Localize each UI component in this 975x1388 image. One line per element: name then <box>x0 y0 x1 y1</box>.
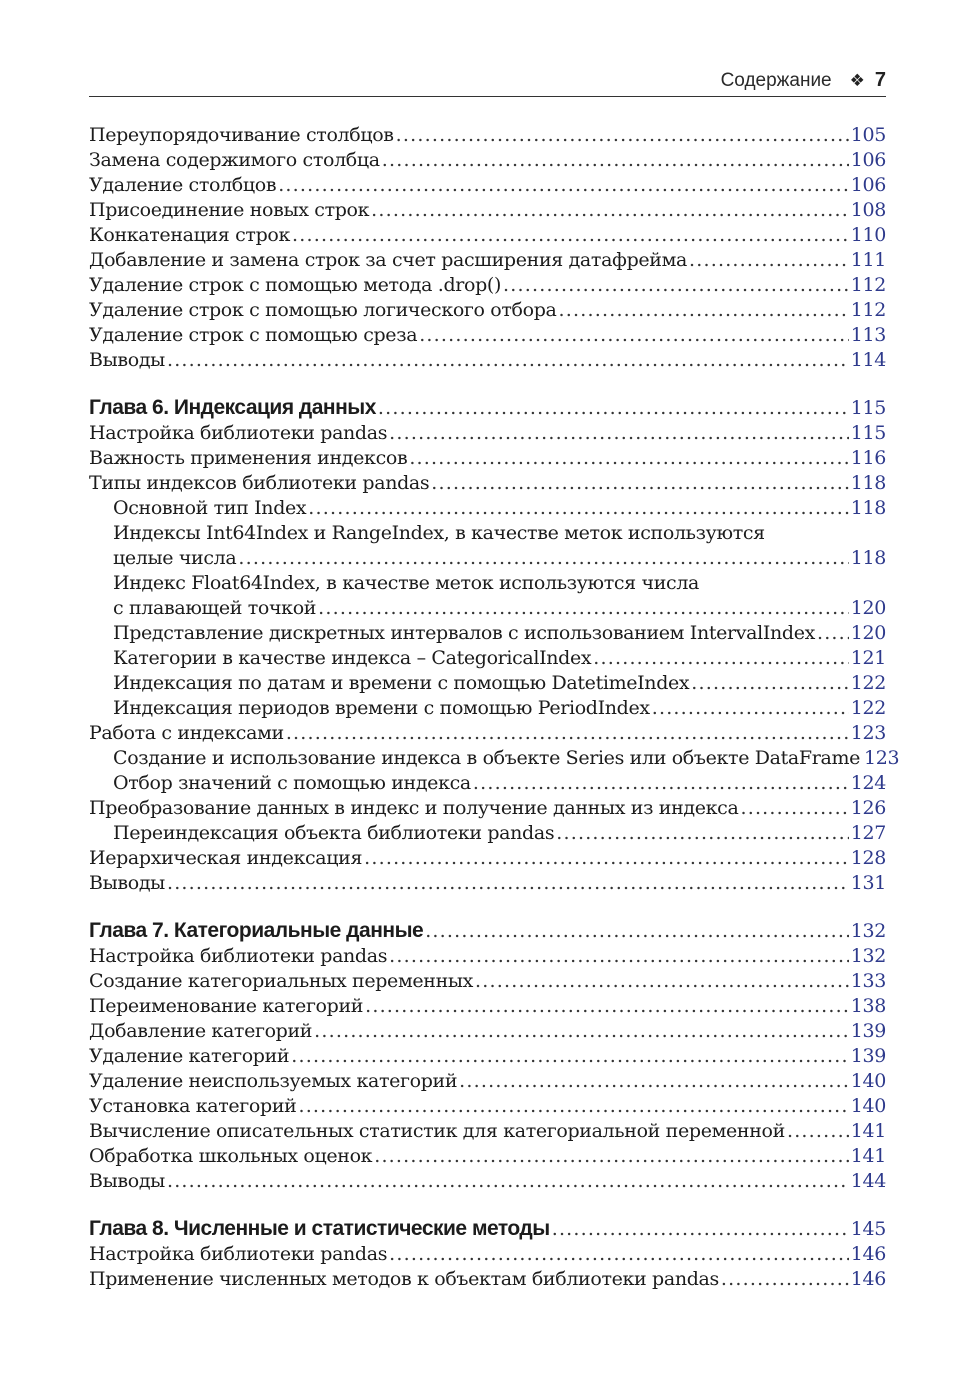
toc-entry[interactable] <box>89 821 886 846</box>
toc-entry-page[interactable]: 123 <box>864 747 900 769</box>
toc-entry-title: с плавающей точкой <box>113 597 317 619</box>
toc-entry-title: Удаление строк с помощью метода .drop() <box>89 274 502 296</box>
toc-entry-title: Работа с индексами <box>89 722 284 744</box>
toc-entry-page[interactable]: 112 <box>850 299 886 321</box>
toc-entry-page[interactable]: 118 <box>850 472 886 494</box>
toc-entry-title: Переупорядочивание столбцов <box>89 124 394 146</box>
toc-entry-title: Удаление строк с помощью логического отбора <box>89 299 557 321</box>
dot-leader <box>691 671 849 696</box>
toc-entry-title: Глава 7. Категориальные данные <box>89 919 424 942</box>
table-of-contents <box>89 123 900 1292</box>
toc-entry[interactable] <box>89 1144 886 1169</box>
toc-entry[interactable] <box>89 1044 886 1069</box>
dot-leader <box>740 796 848 821</box>
toc-entry[interactable] <box>89 471 886 496</box>
toc-entry[interactable] <box>89 1094 886 1119</box>
toc-entry-page[interactable]: 123 <box>850 722 886 744</box>
toc-entry-title: Настройка библиотеки pandas <box>89 422 388 444</box>
toc-entry[interactable] <box>89 621 886 646</box>
toc-entry[interactable] <box>89 496 886 521</box>
toc-entry-page[interactable]: 124 <box>850 772 886 794</box>
toc-entry-page[interactable]: 140 <box>850 1095 886 1117</box>
toc-entry-page[interactable]: 110 <box>850 224 886 246</box>
toc-entry-page[interactable]: 128 <box>850 847 886 869</box>
toc-entry[interactable] <box>89 969 886 994</box>
dot-leader <box>787 1119 849 1144</box>
dot-leader <box>314 1019 849 1044</box>
toc-entry-page[interactable]: 145 <box>850 1218 886 1240</box>
toc-entry[interactable] <box>89 771 886 796</box>
toc-entry[interactable] <box>89 1019 886 1044</box>
toc-entry-page[interactable]: 121 <box>850 647 886 669</box>
toc-entry[interactable] <box>89 273 886 298</box>
toc-entry-title: Добавление и замена строк за счет расширения датафрейма <box>89 249 687 271</box>
toc-entry[interactable] <box>89 721 886 746</box>
toc-entry[interactable] <box>89 173 886 198</box>
toc-entry-page[interactable]: 115 <box>850 422 886 444</box>
toc-entry-title: Отбор значений с помощью индекса <box>113 772 471 794</box>
toc-entry[interactable] <box>89 646 886 671</box>
dot-leader <box>378 396 849 421</box>
dot-leader <box>365 994 849 1019</box>
toc-entry-title: Удаление категорий <box>89 1045 290 1067</box>
toc-entry[interactable] <box>89 223 886 248</box>
toc-entry[interactable] <box>89 198 886 223</box>
dot-leader <box>167 871 849 896</box>
toc-entry-page[interactable]: 132 <box>850 945 886 967</box>
toc-entry[interactable] <box>89 1169 886 1194</box>
toc-entry[interactable] <box>89 323 886 348</box>
ornament-icon: ❖ <box>849 71 865 90</box>
toc-entry-page[interactable]: 141 <box>850 1120 886 1142</box>
toc-entry[interactable] <box>89 846 886 871</box>
toc-entry-page[interactable]: 120 <box>850 622 886 644</box>
toc-entry-page[interactable]: 132 <box>850 920 886 942</box>
toc-entry-title: Глава 6. Индексация данных <box>89 396 376 419</box>
dot-leader <box>389 944 849 969</box>
toc-entry-title: Создание категориальных переменных <box>89 970 474 992</box>
toc-entry[interactable] <box>89 148 886 173</box>
header-section-title: Содержание <box>720 70 832 91</box>
toc-entry-title: Конкатенация строк <box>89 224 290 246</box>
toc-entry-title: Применение численных методов к объектам библиотеки pandas <box>89 1268 719 1290</box>
dot-leader <box>278 173 849 198</box>
toc-entry-title: Замена содержимого столбца <box>89 149 380 171</box>
dot-leader <box>374 1144 849 1169</box>
toc-chapter-entry[interactable] <box>89 1216 886 1242</box>
toc-entry-title: Создание и использование индекса в объекте Series или объекте DataFrame <box>113 747 861 769</box>
toc-entry-title: Представление дискретных интервалов с использованием IntervalIndex <box>113 622 815 644</box>
dot-leader <box>721 1267 849 1292</box>
toc-entry-page[interactable]: 114 <box>850 349 886 371</box>
dot-leader <box>473 771 849 796</box>
toc-entry-page[interactable]: 133 <box>850 970 886 992</box>
dot-leader <box>308 496 849 521</box>
toc-entry-page[interactable]: 105 <box>850 124 886 146</box>
dot-leader <box>689 248 849 273</box>
header-page-number: 7 <box>874 69 886 91</box>
dot-leader <box>503 273 849 298</box>
header-right <box>721 69 886 92</box>
dot-leader <box>364 846 849 871</box>
toc-entry[interactable] <box>89 871 886 896</box>
dot-leader <box>817 621 849 646</box>
toc-entry[interactable] <box>89 994 886 1019</box>
toc-chapter-entry[interactable] <box>89 918 886 944</box>
dot-leader <box>559 298 849 323</box>
toc-entry-page[interactable]: 126 <box>850 797 886 819</box>
dot-leader <box>419 323 849 348</box>
toc-entry-title: Установка категорий <box>89 1095 297 1117</box>
toc-entry[interactable] <box>89 671 886 696</box>
toc-entry[interactable] <box>89 123 886 148</box>
dot-leader <box>556 821 849 846</box>
dot-leader <box>425 919 849 944</box>
toc-entry[interactable] <box>89 571 886 596</box>
toc-entry-title: Глава 8. Численные и статистические методы <box>89 1217 550 1240</box>
toc-entry-page[interactable]: 131 <box>850 872 886 894</box>
toc-entry[interactable] <box>89 546 886 571</box>
toc-entry[interactable] <box>89 596 886 621</box>
toc-entry-title: Индекс Float64Index, в качестве меток используются числа <box>113 572 700 594</box>
dot-leader <box>389 1242 849 1267</box>
toc-entry-title: Переименование категорий <box>89 995 364 1017</box>
toc-entry-page[interactable]: 113 <box>850 324 886 346</box>
toc-entry-title: Основной тип Index <box>113 497 307 519</box>
toc-entry-title: Обработка школьных оценок <box>89 1145 373 1167</box>
toc-entry-title: Индексация периодов времени с помощью PeriodIndex <box>113 697 650 719</box>
toc-entry-page[interactable]: 118 <box>850 547 886 569</box>
toc-entry[interactable] <box>89 1242 886 1267</box>
dot-leader <box>167 1169 849 1194</box>
toc-entry-title: Индексы Int64Index и RangeIndex, в качестве меток используются <box>113 522 765 544</box>
dot-leader <box>652 696 849 721</box>
toc-entry-title: целые числа <box>113 547 237 569</box>
toc-entry-page[interactable]: 120 <box>850 597 886 619</box>
toc-entry-page[interactable]: 112 <box>850 274 886 296</box>
toc-entry-title: Важность применения индексов <box>89 447 408 469</box>
dot-leader <box>292 223 849 248</box>
toc-entry-page[interactable]: 139 <box>850 1045 886 1067</box>
toc-entry-title: Удаление неиспользуемых категорий <box>89 1070 458 1092</box>
toc-entry[interactable] <box>89 1267 886 1292</box>
dot-leader <box>286 721 849 746</box>
toc-entry-title: Переиндексация объекта библиотеки pandas <box>113 822 555 844</box>
toc-entry-title: Выводы <box>89 872 165 894</box>
toc-entry[interactable] <box>89 944 886 969</box>
toc-entry-title: Типы индексов библиотеки pandas <box>89 472 430 494</box>
toc-entry-page[interactable]: 146 <box>850 1243 886 1265</box>
toc-entry-page[interactable]: 139 <box>850 1020 886 1042</box>
toc-entry-title: Индексация по датам и времени с помощью DatetimeIndex <box>113 672 690 694</box>
toc-entry-page[interactable]: 106 <box>850 149 886 171</box>
dot-leader <box>371 198 849 223</box>
dot-leader <box>552 1217 849 1242</box>
toc-entry-page[interactable]: 122 <box>850 697 886 719</box>
running-header <box>89 64 886 97</box>
toc-entry[interactable] <box>89 796 886 821</box>
toc-entry-page[interactable]: 111 <box>850 249 886 271</box>
toc-entry-page[interactable]: 115 <box>850 397 886 419</box>
toc-entry-page[interactable]: 118 <box>850 497 886 519</box>
toc-entry-title: Настройка библиотеки pandas <box>89 945 388 967</box>
dot-leader <box>459 1069 849 1094</box>
dot-leader <box>167 348 849 373</box>
toc-entry-title: Удаление строк с помощью среза <box>89 324 418 346</box>
toc-entry[interactable] <box>89 298 886 323</box>
toc-entry-title: Иерархическая индексация <box>89 847 363 869</box>
toc-entry-page[interactable]: 122 <box>850 672 886 694</box>
toc-entry[interactable] <box>89 696 886 721</box>
toc-entry-title: Категории в качестве индекса – CategoricalIndex <box>113 647 592 669</box>
toc-entry-title: Настройка библиотеки pandas <box>89 1243 388 1265</box>
dot-leader <box>382 148 849 173</box>
toc-entry[interactable] <box>89 421 886 446</box>
dot-leader <box>409 446 848 471</box>
toc-entry[interactable] <box>89 348 886 373</box>
toc-entry[interactable] <box>89 248 886 273</box>
dot-leader <box>238 546 848 571</box>
dot-leader <box>291 1044 849 1069</box>
toc-entry-page[interactable]: 144 <box>850 1170 886 1192</box>
dot-leader <box>396 123 849 148</box>
toc-entry-title: Присоединение новых строк <box>89 199 370 221</box>
toc-entry[interactable] <box>89 1119 886 1144</box>
dot-leader <box>318 596 849 621</box>
toc-entry[interactable] <box>89 746 900 771</box>
dot-leader <box>431 471 848 496</box>
toc-entry[interactable] <box>89 446 886 471</box>
toc-entry-page[interactable]: 138 <box>850 995 886 1017</box>
toc-entry-title: Добавление категорий <box>89 1020 313 1042</box>
dot-leader <box>298 1094 848 1119</box>
toc-entry[interactable] <box>89 1069 886 1094</box>
toc-entry-page[interactable]: 146 <box>850 1268 886 1290</box>
toc-entry-title: Выводы <box>89 349 165 371</box>
toc-entry-page[interactable]: 106 <box>850 174 886 196</box>
dot-leader <box>475 969 849 994</box>
toc-entry-title: Удаление столбцов <box>89 174 277 196</box>
toc-entry-page[interactable]: 127 <box>850 822 886 844</box>
toc-chapter-entry[interactable] <box>89 395 886 421</box>
toc-entry-page[interactable]: 141 <box>850 1145 886 1167</box>
toc-entry[interactable] <box>89 521 886 546</box>
dot-leader <box>389 421 849 446</box>
toc-entry-title: Выводы <box>89 1170 165 1192</box>
toc-entry-page[interactable]: 116 <box>850 447 886 469</box>
toc-entry-title: Преобразование данных в индекс и получение данных из индекса <box>89 797 739 819</box>
dot-leader <box>593 646 849 671</box>
toc-entry-title: Вычисление описательных статистик для категориальной переменной <box>89 1120 785 1142</box>
toc-entry-page[interactable]: 140 <box>850 1070 886 1092</box>
toc-entry-page[interactable]: 108 <box>850 199 886 221</box>
